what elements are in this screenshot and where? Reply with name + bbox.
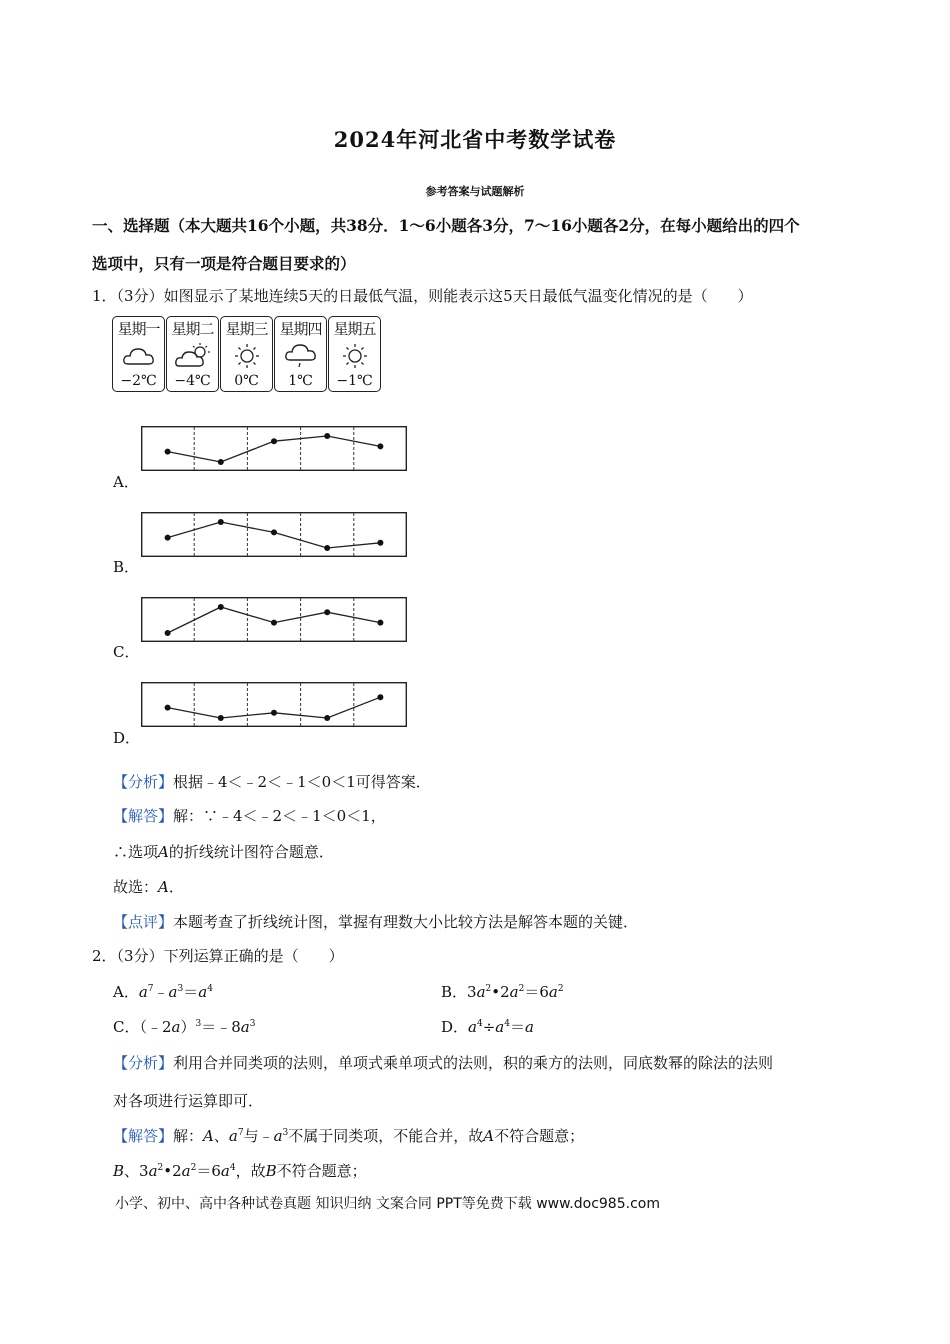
therefore-pre: ∴选项 [113, 843, 159, 861]
weather-temp: −1℃ [336, 373, 373, 389]
q2-option-d: D．$a^4\div a^4=a$ [441, 1018, 534, 1036]
answer-tag: 【解答】 [113, 1127, 174, 1145]
answer-b-end: 不符合题意； [276, 1162, 367, 1180]
chart-point [377, 540, 383, 546]
q1-therefore [113, 841, 334, 862]
analysis-tag: 【分析】 [113, 1054, 174, 1072]
q1-stem: 1．（3分）如图显示了某地连续5天的日最低气温，则能表示这5天日最低气温变化情况的是（ ） [92, 287, 753, 305]
q2-option-b: B．$3a^2•2a^2=6a^2$ [441, 983, 564, 1001]
rain-cloud-icon [283, 342, 319, 370]
opt-label: B． [441, 983, 468, 1001]
q2-answer-a: 【解答】解：A、$a^7$与$﹣a^3$不属于同类项，不能合并，故A不符合题意； [113, 1127, 585, 1145]
chart-point [218, 715, 224, 721]
answer-a-sep: 、 [213, 1127, 229, 1145]
q1-analysis [113, 771, 431, 792]
option-c-label: C． [113, 643, 140, 661]
opt-label: C． [113, 1018, 140, 1036]
choose-post: ． [168, 878, 184, 896]
chart-point [165, 535, 171, 541]
chart-point [377, 694, 383, 700]
sun-icon [234, 342, 260, 370]
choose-var: A [158, 878, 169, 896]
option-d-chart [141, 682, 407, 727]
chart-point [271, 710, 277, 716]
option-a-chart [141, 426, 407, 471]
weather-day: 星期三 [225, 320, 268, 338]
q2-stem: 2．（3分）下列运算正确的是（ ） [92, 947, 344, 965]
q2-option-a: A．$a^7﹣a^3=a^4$ [113, 983, 213, 1001]
answer-a-end: 不符合题意； [494, 1127, 585, 1145]
answer-a-mid: 与﹣ [243, 1127, 274, 1145]
comment-text: 本题考查了折线统计图，掌握有理数大小比较方法是解答本题的关键． [173, 913, 639, 931]
q2-option-c: C．$(﹣2a)^3=﹣8a^3$ [113, 1018, 256, 1036]
option-c-chart [141, 597, 407, 642]
opt-label: D． [441, 1018, 469, 1036]
chart-point [271, 529, 277, 535]
chart-point [218, 459, 224, 465]
answer-tag: 【解答】 [113, 807, 174, 825]
chart-point [324, 433, 330, 439]
option-d-label: D． [113, 729, 141, 747]
sun-cloud-icon [174, 342, 212, 370]
weather-day: 星期二 [171, 320, 214, 338]
cloud-icon [121, 342, 157, 370]
weather-temp: 1℃ [288, 373, 313, 389]
weather-temp: 0℃ [234, 373, 259, 389]
weather-card-3 [220, 316, 273, 392]
option-b-label: B． [113, 558, 140, 576]
opt-label: A． [113, 983, 139, 1001]
page-title: 2024年河北省中考数学试卷 [333, 127, 617, 152]
q1-answer [113, 805, 386, 826]
weather-card-5 [328, 316, 381, 392]
section-heading-line1: 一、选择题（本大题共16个小题，共38分．1～6小题各3分，7～16小题各2分，在每小题给出的四个 [92, 216, 800, 235]
therefore-post: 的折线统计图符合题意． [168, 843, 334, 861]
chart-point [218, 519, 224, 525]
chart-point [324, 545, 330, 551]
analysis-text: 根据﹣4＜﹣2＜﹣1＜0＜1可得答案． [173, 773, 431, 791]
chart-point [324, 609, 330, 615]
answer-text: 解：∵﹣4＜﹣2＜﹣1＜0＜1， [173, 807, 386, 825]
q2-answer-b: B、$3a^2•2a^2=6a^4$，故B不符合题意； [113, 1162, 367, 1180]
analysis-tag: 【分析】 [113, 773, 174, 791]
q2-analysis-line1 [113, 1052, 773, 1073]
chart-point [377, 620, 383, 626]
weather-panel [112, 316, 381, 392]
option-b-chart [141, 512, 407, 557]
weather-card-1 [112, 316, 165, 392]
analysis-text: 利用合并同类项的法则，单项式乘单项式的法则，积的乘方的法则，同底数幂的除法的法则 [173, 1054, 774, 1072]
answer-a-reason: 不属于同类项，不能合并，故 [288, 1127, 484, 1145]
weather-day: 星期五 [333, 320, 376, 338]
comment-tag: 【点评】 [113, 913, 174, 931]
q2-analysis-line2: 对各项进行运算即可． [113, 1092, 264, 1110]
chart-point [377, 443, 383, 449]
chart-point [271, 620, 277, 626]
option-a-label: A． [113, 473, 139, 491]
weather-day: 星期一 [117, 320, 160, 338]
q1-comment [113, 911, 638, 932]
answer-b-mid: ，故 [235, 1162, 266, 1180]
chart-point [165, 449, 171, 455]
chart-point [271, 438, 277, 444]
chart-frame [142, 683, 407, 727]
answer-pre: 解： [173, 1127, 204, 1145]
chart-point [218, 604, 224, 610]
choose-pre: 故选： [113, 878, 159, 896]
weather-card-4 [274, 316, 327, 392]
chart-point [165, 705, 171, 711]
chart-point [324, 715, 330, 721]
section-heading-line2: 选项中，只有一项是符合题目要求的） [92, 254, 356, 273]
sun-icon [342, 342, 368, 370]
chart-point [165, 630, 171, 636]
weather-temp: −2℃ [120, 373, 157, 389]
weather-temp: −4℃ [174, 373, 211, 389]
q1-choose [113, 876, 184, 897]
footer-text: 小学、初中、高中各种试卷真题 知识归纳 文案合同 PPT等免费下载 www.doc985.com [115, 1196, 660, 1212]
page-subtitle: 参考答案与试题解析 [425, 185, 525, 198]
weather-day: 星期四 [279, 320, 322, 338]
weather-card-2 [166, 316, 219, 392]
therefore-var: A [158, 843, 169, 861]
chart-frame [142, 427, 407, 471]
